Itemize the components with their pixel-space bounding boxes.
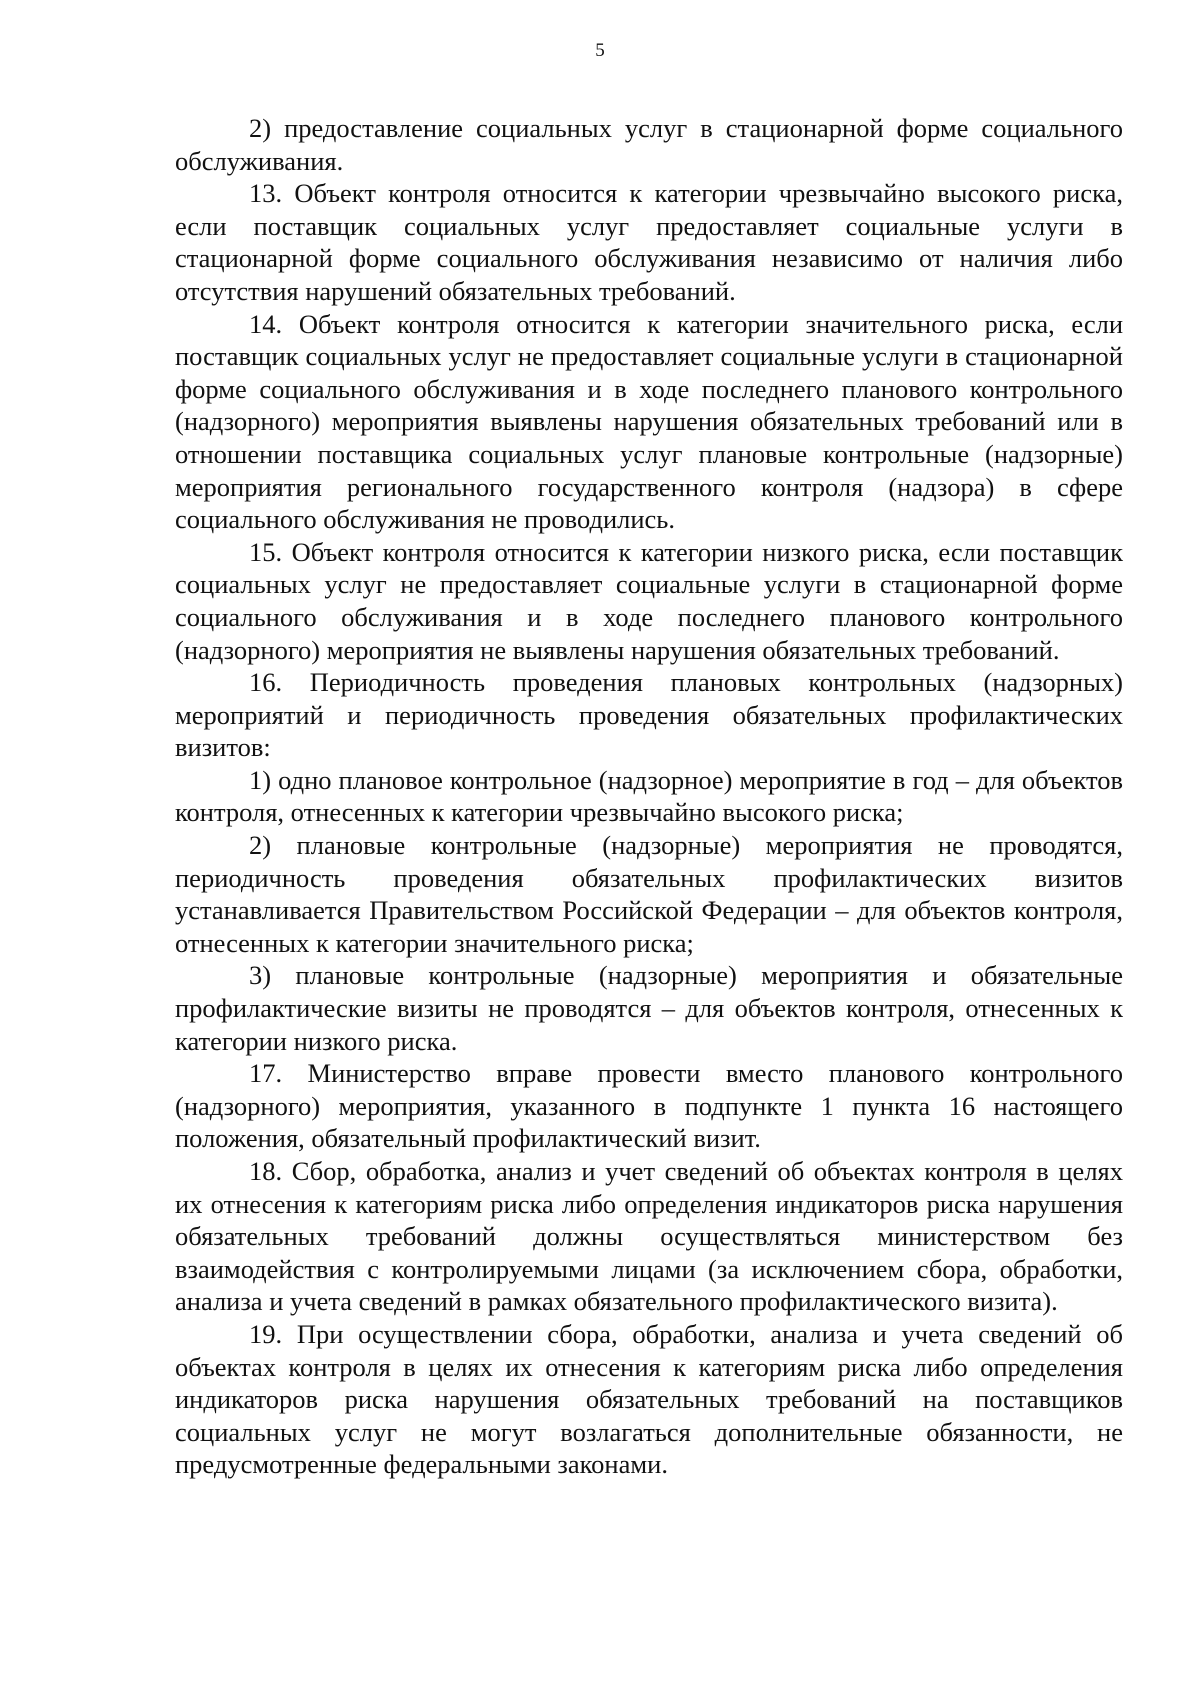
paragraph-13: 13. Объект контроля относится к категории чрезвычайно высокого риска, если поставщик социальных услуг предоставляет социальные услуги в стационарной форме социального обслуживания независимо от наличия либо отсутствия нарушений обязательных требований. [175, 178, 1123, 306]
page-number: 5 [595, 40, 605, 61]
paragraph-15: 15. Объект контроля относится к категории низкого риска, если поставщик социальных услуг не предоставляет социальные услуги в стационарной форме социального обслуживания и в ходе последнего планового контрольного (надзорного) мероприятия не выявлены нарушения обязательных требований. [175, 536, 1123, 665]
document-body [175, 112, 1123, 1481]
paragraph-19: 19. При осуществлении сбора, обработки, анализа и учета сведений об объектах контроля в целях их отнесения к категориям риска либо определения индикаторов риска нарушения обязательных требований на поставщиков социальных услуг не могут возлагаться дополнительные обязанности, не предусмотренные федеральными законами. [175, 1318, 1123, 1480]
paragraph-16-subpoint-2: 2) плановые контрольные (надзорные) мероприятия не проводятся, периодичность проведения обязательных профилактических визитов устанавливается Правительством Российской Федерации – для объектов контроля, отнесенных к категории значительного риска; [175, 830, 1123, 958]
paragraph-18: 18. Сбор, обработка, анализ и учет сведений об объектах контроля в целях их отнесения к категориям риска либо определения индикаторов риска нарушения обязательных требований должны осуществляться министерством без взаимодействия с контролируемыми лицами (за исключением сбора, обработки, анализа и учета сведений в рамках обязательного профилактического визита). [175, 1156, 1123, 1317]
paragraph-16-subpoint-1: 1) одно плановое контрольное (надзорное) мероприятие в год – для объектов контроля, отнесенных к категории чрезвычайно высокого риска; [175, 764, 1123, 828]
paragraph-14: 14. Объект контроля относится к категории значительного риска, если поставщик социальных услуг не предоставляет социальные услуги в стационарной форме социального обслуживания и в ходе последнего планового контрольного (надзорного) мероприятия выявлены нарушения обязательных требований или в отношении поставщика социальных услуг плановые контрольные (надзорные) мероприятия регионального государственного контроля (надзора) в сфере социального обслуживания не проводились. [175, 308, 1123, 535]
paragraph-item-2-subpoint: 2) предоставление социальных услуг в стационарной форме социального обслуживания. [175, 113, 1123, 176]
paragraph-17: 17. Министерство вправе провести вместо планового контрольного (надзорного) мероприятия, указанного в подпункте 1 пункта 16 настоящего положения, обязательный профилактический визит. [175, 1058, 1123, 1154]
paragraph-16-subpoint-3: 3) плановые контрольные (надзорные) мероприятия и обязательные профилактические визиты не проводятся – для объектов контроля, отнесенных к категории низкого риска. [175, 960, 1123, 1056]
paragraph-16: 16. Периодичность проведения плановых контрольных (надзорных) мероприятий и периодичность проведения обязательных профилактических визитов: [175, 667, 1123, 763]
